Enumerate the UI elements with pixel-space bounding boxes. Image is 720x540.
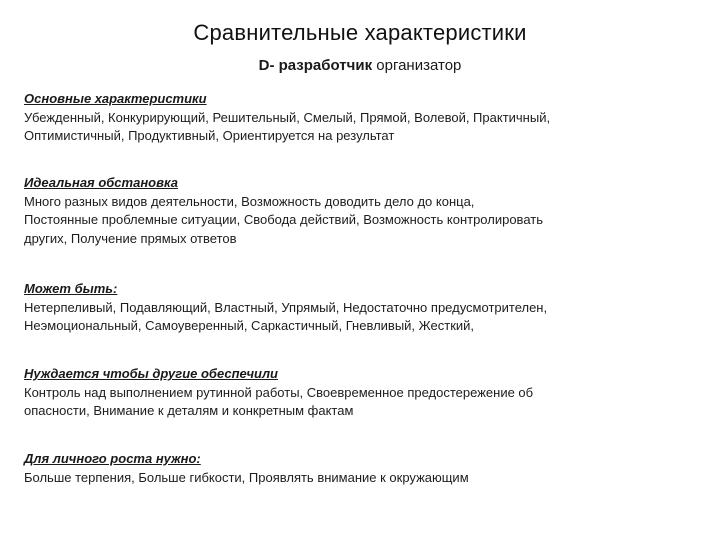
section-heading: Основные характеристики [24, 91, 207, 106]
section-text-line: Много разных видов деятельности, Возможность доводить дело до конца, [24, 193, 475, 209]
section-heading: Нуждается чтобы другие обеспечили [24, 366, 278, 381]
section-personal-growth [24, 450, 704, 487]
subtitle-type: D- разработчик [258, 57, 373, 74]
page-subtitle [0, 57, 720, 74]
section-text-line: Постоянные проблемные ситуации, Свобода действий, Возможность контролировать [24, 212, 543, 227]
section-text-line: Убежденный, Конкурирующий, Решительный, Смелый, Прямой, Волевой, Практичный, [24, 109, 551, 125]
section-heading: Для личного роста нужно: [24, 451, 201, 466]
section-ideal-environment [24, 174, 704, 248]
subtitle-role: организатор [376, 57, 462, 74]
section-text-line: Неэмоциональный, Самоуверенный, Саркастичный, Гневливый, Жесткий, [24, 318, 475, 333]
section-text-line: опасности, Внимание к деталям и конкретным фактам [24, 403, 354, 418]
section-text-line: Больше терпения, Больше гибкости, Проявлять внимание к окружающим [24, 469, 469, 485]
section-needs-from-others [24, 365, 704, 421]
section-text-line: других, Получение прямых ответов [24, 230, 237, 246]
section-may-be [24, 280, 704, 336]
section-main-characteristics [24, 90, 704, 146]
page-title: Сравнительные характеристики [193, 20, 527, 45]
section-heading: Идеальная обстановка [24, 175, 178, 190]
section-text-line: Контроль над выполнением рутинной работы, Своевременное предостережение об [24, 384, 534, 400]
section-text-line: Нетерпеливый, Подавляющий, Властный, Упрямый, Недостаточно предусмотрителен, [24, 299, 548, 315]
section-heading: Может быть: [24, 281, 118, 296]
section-text-line: Оптимистичный, Продуктивный, Ориентируется на результат [24, 128, 395, 143]
